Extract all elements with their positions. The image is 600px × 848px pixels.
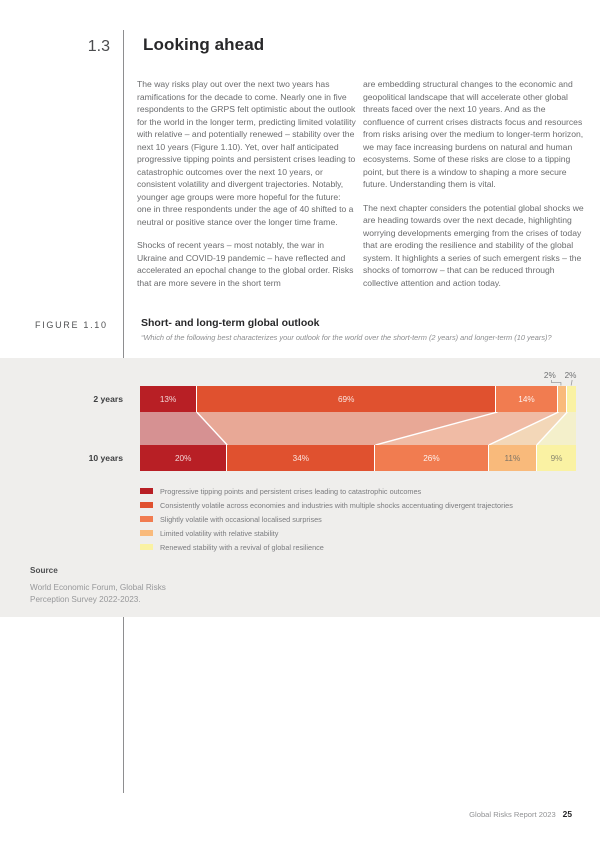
bar-category-label: 10 years <box>88 453 123 463</box>
bar-segment <box>557 386 567 412</box>
bar-segment <box>374 445 487 471</box>
segment-value-label: 11% <box>504 453 521 463</box>
paragraph: are embedding structural changes to the economic and geopolitical landscape that will accelerate other global threats faced over the next 10 years. And as the confluence of current crises distracts focus and resources from risks arising over the medium to longer-term horizon, we may face increasing burdens on natural and human ecosystems. Some of these risks are close to a tipping point, but there is a window to shaping a more secure future. Understanding them is vital. <box>363 79 584 189</box>
legend-swatch <box>140 516 153 522</box>
footer-report-name: Global Risks Report 2023 <box>469 810 556 819</box>
legend-label: Renewed stability with a revival of global resilience <box>160 542 324 552</box>
leader-line <box>571 380 572 386</box>
segment-value-label: 13% <box>159 394 177 404</box>
legend-swatch <box>140 544 153 550</box>
footer-page-number: 25 <box>562 809 572 819</box>
paragraph: The next chapter considers the potential global shocks we are heading towards over the next decade, highlighting worrying developments emerging from the crises of today that are eroding the resilience and stability of the global system. It highlights a series of such emergent risks – the shocks of tomorrow – that can be reduced through collective attention and action today. <box>363 202 584 288</box>
body-column-2 <box>363 78 584 300</box>
legend-item <box>140 498 513 512</box>
legend-label: Consistently volatile across economies and industries with multiple shocks accentuating divergent trajectories <box>160 500 513 510</box>
page-footer <box>469 809 572 819</box>
segment-callout-label: 2% <box>543 371 556 380</box>
legend-label: Limited volatility with relative stability <box>160 528 279 538</box>
figure-subtitle: “Which of the following best characterizes your outlook for the world over the short-term (2 years) and longer-term (10 years)? <box>141 333 552 342</box>
bar-segment <box>140 445 226 471</box>
bar-segment <box>495 386 556 412</box>
paragraph: Shocks of recent years – most notably, the war in Ukraine and COVID-19 pandemic – have reflected and accelerated an epochal change to the global order. Risks that are more severe in the short term <box>137 240 354 288</box>
flow-connectors <box>140 412 576 445</box>
source-block <box>30 566 166 605</box>
legend-swatch <box>140 530 153 536</box>
segment-callout-label: 2% <box>564 371 577 380</box>
paragraph: The way risks play out over the next two years has ramifications for the decade to come. Nearly one in five respondents to the GRPS felt optimistic about the outlook for the world in the longer term, predicting limited volatility with relative – and potentially renewed – stability over the next 10 years (Figure 1.10). Yet, over half anticipated progressive tipping points and persistent crises leading to catastrophic outcomes over the next 10 years, or consistent volatility and divergent trajectories. Notably, younger age groups were more hopeful for the future: one in three respondents under the age of 40 shifted to a neutral or positive stance over the longer time frame. <box>137 79 356 227</box>
bar-category-label: 2 years <box>93 394 123 404</box>
bar-segment <box>196 386 495 412</box>
stacked-bar <box>140 445 576 471</box>
section-title: Looking ahead <box>143 35 265 54</box>
legend-item <box>140 526 513 540</box>
chart-panel <box>0 358 600 617</box>
legend-item <box>140 512 513 526</box>
legend-label: Progressive tipping points and persistent crises leading to catastrophic outcomes <box>160 486 422 496</box>
legend-swatch <box>140 502 153 508</box>
segment-value-label: 20% <box>175 453 192 463</box>
segment-value-label: 26% <box>423 453 440 463</box>
source-label: Source <box>30 566 58 575</box>
legend-swatch <box>140 488 153 494</box>
source-text: World Economic Forum, Global Risks <box>30 583 166 592</box>
bar-segment <box>140 386 196 412</box>
bar-segment <box>536 445 576 471</box>
segment-value-label: 14% <box>518 394 535 404</box>
bar-segment <box>566 386 576 412</box>
section-number: 1.3 <box>87 38 110 55</box>
segment-value-label: 9% <box>550 453 563 463</box>
legend-label: Slightly volatile with occasional localised surprises <box>160 514 322 524</box>
segment-value-label: 69% <box>338 394 355 404</box>
chart-legend <box>140 484 513 554</box>
segment-value-label: 34% <box>292 453 310 463</box>
bar-segment <box>226 445 374 471</box>
legend-item <box>140 484 513 498</box>
body-column-1 <box>137 78 356 300</box>
bar-segment <box>488 445 537 471</box>
leader-line <box>551 380 561 386</box>
legend-item <box>140 540 513 554</box>
source-text: Perception Survey 2022-2023. <box>30 594 141 604</box>
figure-title: Short- and long-term global outlook <box>141 317 320 329</box>
stacked-bar <box>140 386 576 412</box>
figure-label: FIGURE 1.10 <box>35 320 108 330</box>
